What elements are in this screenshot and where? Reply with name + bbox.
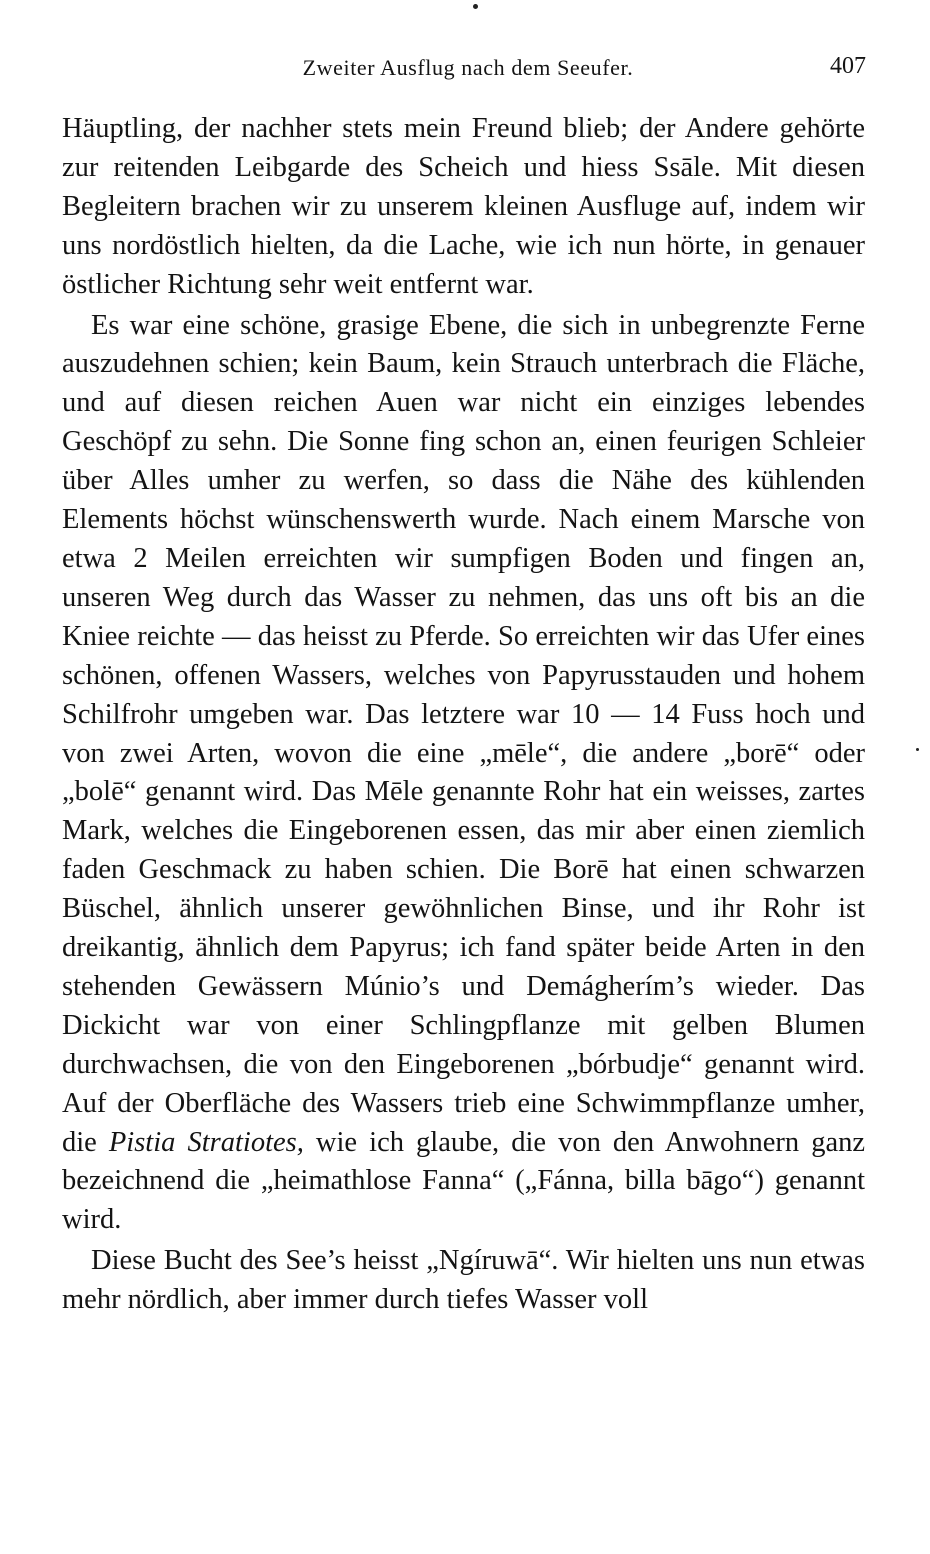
paragraph-2-text-end: wie ich glaube, die von den Anwohnern ganz bezeichnend die „heimathlose Fanna“ („Fánna, billa bāgo“) genannt wird.: [62, 1126, 865, 1236]
paragraph-3: Diese Bucht des See’s heisst „Ngíruwā“. Wir hielten uns nun etwas mehr nördlich, aber immer durch tiefes Wasser voll: [62, 1245, 865, 1316]
ink-speck: [916, 748, 919, 751]
running-title: Zweiter Ausflug nach dem Seeufer.: [302, 55, 634, 80]
paragraph-2-text: Es war eine schöne, grasige Ebene, die sich in unbegrenzte Ferne auszudehnen schien; kein Baum, kein Strauch unterbrach die Fläche, und auf diesen reichen Auen war nicht ein einziges lebendes Geschöpf zu sehn. Die Sonne fing schon an, einen feurigen Schleier über Alles umher zu werfen, so dass die Nähe des kühlenden Elements höchst wünschenswerth wurde. Nach einem Marsche von etwa 2 Meilen erreichten wir sumpfigen Boden und fingen an, unseren Weg durch das Wasser zu nehmen, das uns oft bis an die Kniee reichte — das heisst zu Pferde. So erreichten wir das Ufer eines schönen, offenen Wassers, welches von Papyrusstauden und hohem Schilfrohr umgeben war. Das letztere war 10 — 14 Fuss hoch und von zwei Arten, wovon die eine „mēle“, die andere „borē“ oder „bolē“ genannt wird. Das Mēle genannte Rohr hat ein weisses, zartes Mark, welches die Eingeborenen essen, das mir aber einen ziemlich faden Geschmack zu haben schien. Die Borē hat einen schwarzen Büschel, ähnlich unserer gewöhnlichen Binse, und ihr Rohr ist dreikantig, ähnlich dem Papyrus; ich fand später beide Arten in den stehenden Gewässern Múnio’s und Demágherím’s wieder. Das Dickicht war von einer Schlingpflanze mit gelben Blumen durchwachsen, die von den Eingeborenen „bórbudje“ genannt wird. Auf der Oberfläche des Wassers trieb eine Schwimmpflanze umher, die: [62, 309, 865, 1158]
paragraph-2: [62, 307, 865, 1241]
ink-speck: [473, 4, 478, 9]
page-header: [60, 55, 866, 85]
body-text: [62, 110, 865, 1320]
paragraph-1: Häuptling, der nachher stets mein Freund blieb; der Andere gehörte zur reitenden Leibgarde des Scheich und hiess Ssāle. Mit diesen Begleitern brachen wir zu unserem kleinen Ausfluge auf, indem wir uns nordöstlich hielten, da die Lache, wie ich nun hörte, in genauer östlicher Richtung sehr weit entfernt war.: [62, 113, 865, 300]
page-number: 407: [830, 53, 866, 79]
species-name-italic: Pistia Stratiotes,: [108, 1126, 304, 1158]
